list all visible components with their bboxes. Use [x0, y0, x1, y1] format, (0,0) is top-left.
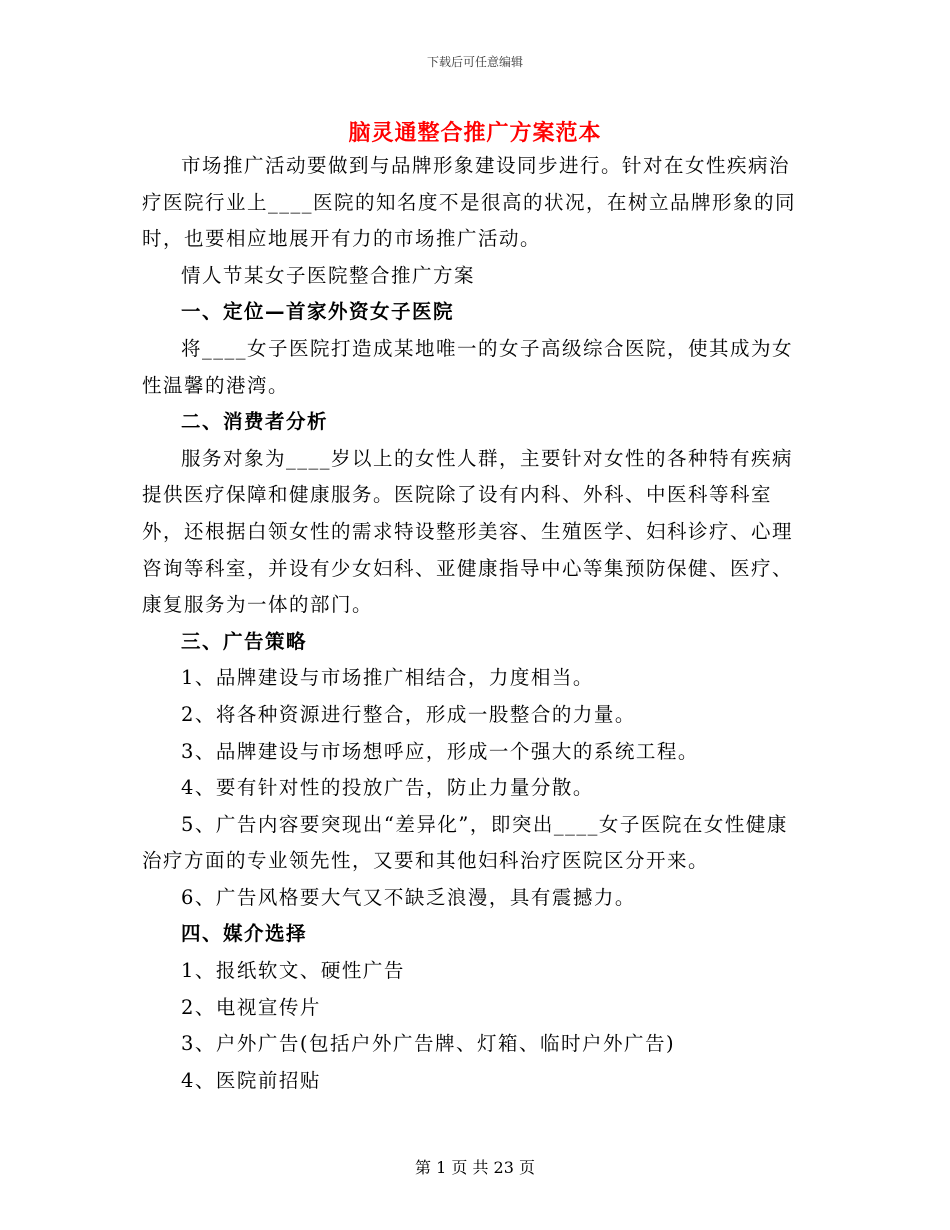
- document-title: 脑灵通整合推广方案范本: [348, 120, 602, 146]
- list-item: 1、报纸软文、硬性广告: [181, 959, 405, 983]
- document-body: [142, 148, 808, 1099]
- list-item: 2、将各种资源进行整合，形成一股整合的力量。: [181, 702, 636, 726]
- list-item: 5、广告内容要突现出“差异化”，即突出____女子医院在女性健康治疗方面的专业领先性，又要和其他妇科治疗医院区分开来。: [142, 812, 788, 873]
- list-item: 6、广告风格要大气又不缺乏浪漫，具有震撼力。: [181, 885, 636, 909]
- section-heading: 二、消费者分析: [181, 410, 329, 434]
- body-paragraph: 服务对象为____岁以上的女性人群，主要针对女性的各种特有疾病提供医疗保障和健康服务。医院除了设有内科、外科、中医科等科室外，还根据白领女性的需求特设整形美容、生殖医学、妇科诊疗、心理咨询等科室，并设有少女妇科、亚健康指导中心等集预防保健、医疗、康复服务为一体的部门。: [142, 446, 794, 617]
- section-heading: 四、媒介选择: [181, 922, 308, 946]
- body-paragraph: 市场推广活动要做到与品牌形象建设同步进行。针对在女性疾病治疗医院行业上____医院的知名度不是很高的状况，在树立品牌形象的同时，也要相应地展开有力的市场推广活动。: [142, 154, 797, 251]
- page-footer: 第 1 页 共 23 页: [415, 1158, 535, 1177]
- list-item: 4、医院前招贴: [181, 1068, 321, 1092]
- list-item: 2、电视宣传片: [181, 995, 321, 1019]
- list-item: 3、户外广告(包括户外广告牌、灯箱、临时户外广告): [181, 1032, 676, 1056]
- body-paragraph: 情人节某女子医院整合推广方案: [181, 263, 476, 287]
- list-item: 1、品牌建设与市场推广相结合，力度相当。: [181, 666, 594, 690]
- list-item: 3、品牌建设与市场想呼应，形成一个强大的系统工程。: [181, 739, 699, 763]
- list-item: 4、要有针对性的投放广告，防止力量分散。: [181, 776, 594, 800]
- section-heading: 一、定位—首家外资女子医院: [181, 300, 455, 324]
- body-paragraph: 将____女子医院打造成某地唯一的女子高级综合医院，使其成为女性温馨的港湾。: [142, 336, 794, 397]
- section-heading: 三、广告策略: [181, 629, 308, 653]
- header-note: 下载后可任意编辑: [426, 55, 523, 69]
